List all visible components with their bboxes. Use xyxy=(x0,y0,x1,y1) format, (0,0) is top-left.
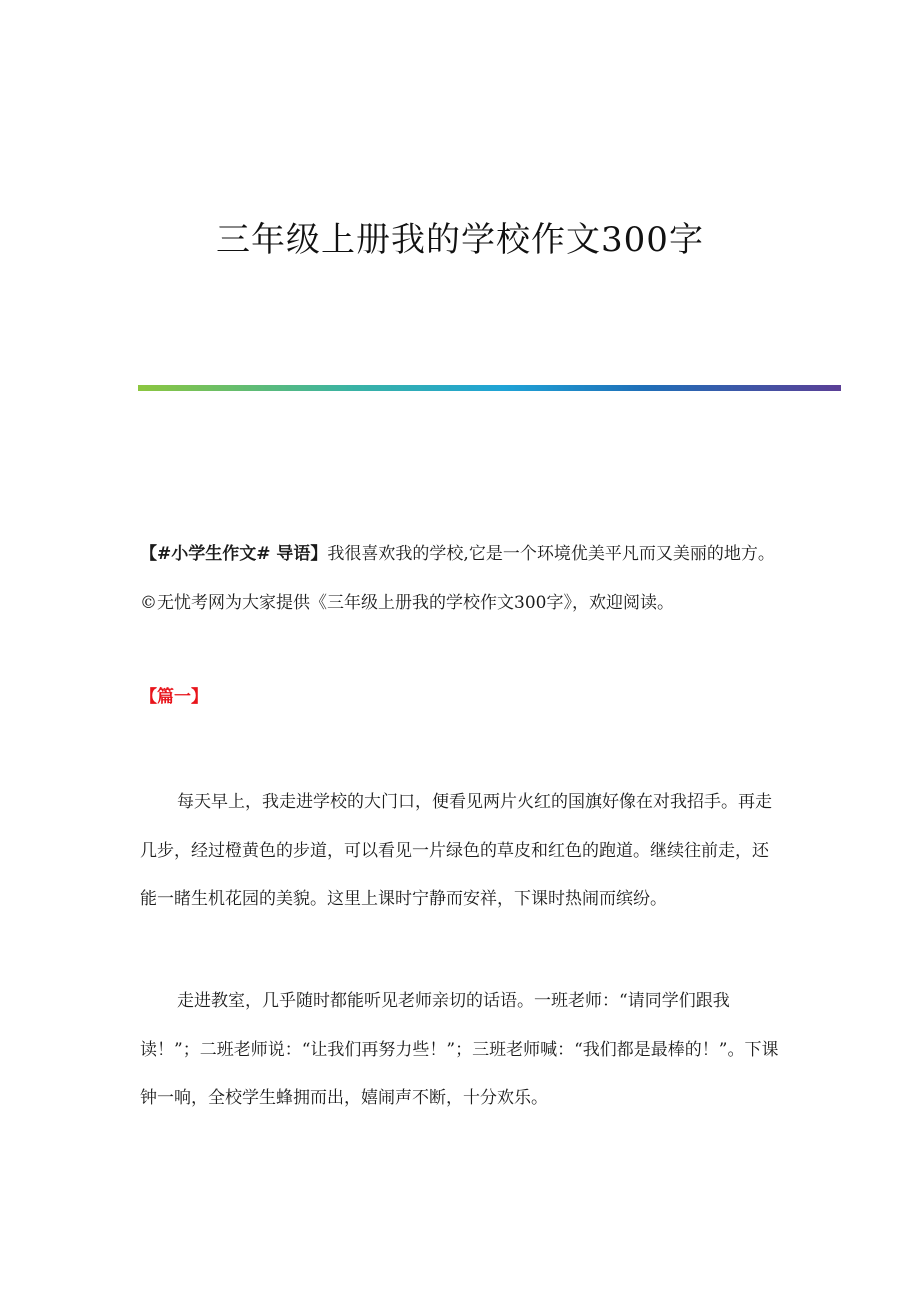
section-heading: 【篇一】 xyxy=(140,687,208,707)
intro-text: 我很喜欢我的学校,它是一个环境优美平凡而又美丽的地方。©无忧考网为大家提供《三年级上册我的学校作文300字》，欢迎阅读。 xyxy=(140,544,775,613)
intro-paragraph xyxy=(140,530,780,628)
intro-tag: 【#小学生作文# 导语】 xyxy=(140,544,328,564)
body-paragraph: 走进教室，几乎随时都能听见老师亲切的话语。一班老师：“请同学们跟我读！”；二班老师说：“让我们再努力些！”；三班老师喊：“我们都是最棒的！”。下课钟一响，全校学生蜂拥而出，嬉闹声不断，十分欢乐。 xyxy=(140,991,779,1108)
gradient-divider xyxy=(138,385,841,391)
document-title: 三年级上册我的学校作文300字 xyxy=(216,220,704,260)
body-paragraph: 每天早上，我走进学校的大门口，便看见两片火红的国旗好像在对我招手。再走几步，经过橙黄色的步道，可以看见一片绿色的草皮和红色的跑道。继续往前走，还能一睹生机花园的美貌。这里上课时宁静而安祥，下课时热闹而缤纷。 xyxy=(140,792,772,909)
